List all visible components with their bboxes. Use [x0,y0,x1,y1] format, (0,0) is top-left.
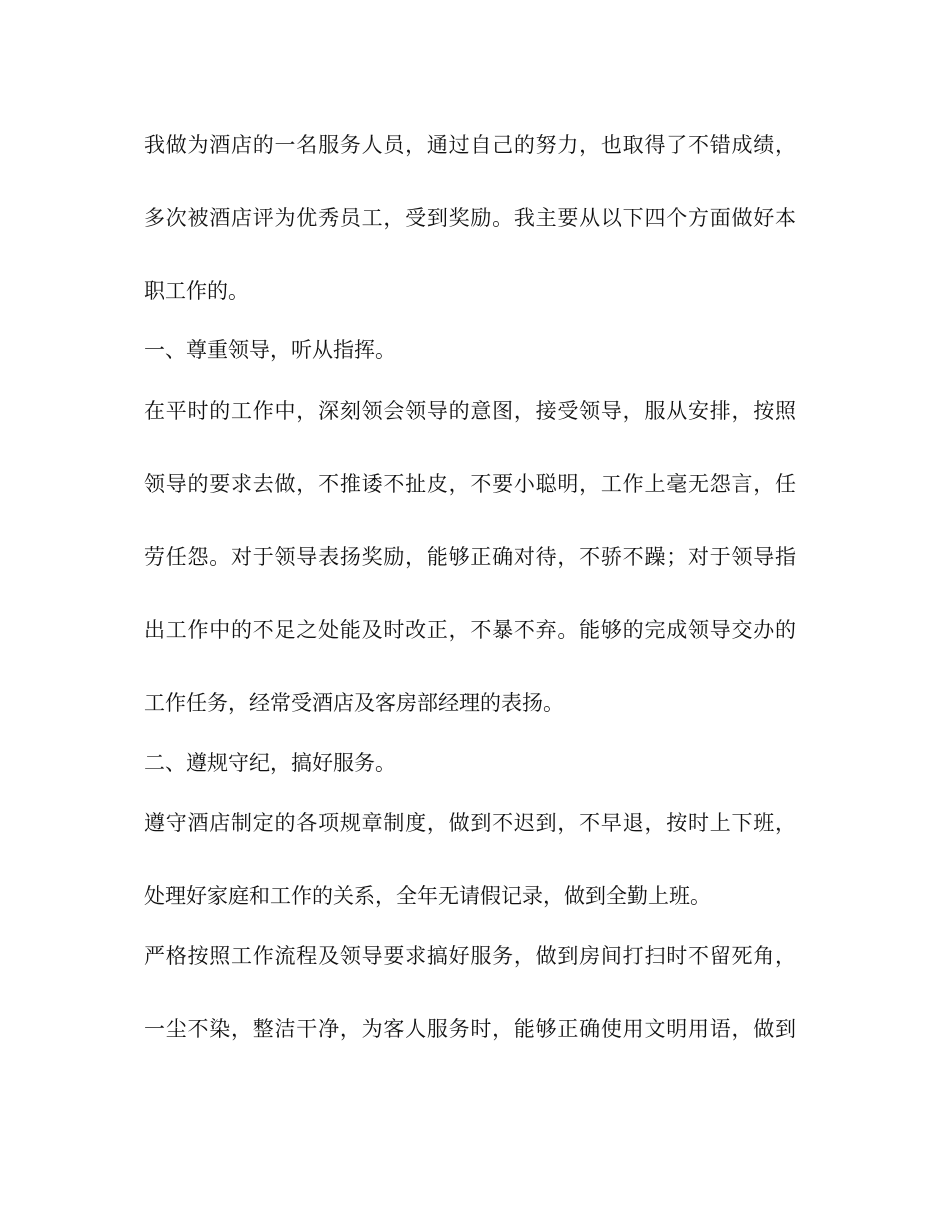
paragraph-line: 多次被酒店评为优秀员工，受到奖励。我主要从以下四个方面做好本 [144,206,796,230]
paragraph-line: 处理好家庭和工作的关系，全年无请假记录，做到全勤上班。 [144,884,711,908]
paragraph-line: 遵守酒店制定的各项规章制度，做到不迟到，不早退，按时上下班， [144,811,796,835]
section-heading: 一、尊重领导，听从指挥。 [144,338,396,362]
paragraph-line: 在平时的工作中，深刻领会领导的意图，接受领导，服从安排，按照 [144,399,796,423]
paragraph-line: 一尘不染，整洁干净，为客人服务时，能够正确使用文明用语，做到 [144,1017,796,1041]
section-heading: 二、遵规守纪，搞好服务。 [144,751,396,775]
paragraph-line: 职工作的。 [144,279,249,303]
paragraph-line: 出工作中的不足之处能及时改正，不暴不弃。能够的完成领导交办的 [144,618,796,642]
paragraph-line: 工作任务，经常受酒店及客房部经理的表扬。 [144,691,564,715]
paragraph-line: 劳任怨。对于领导表扬奖励，能够正确对待，不骄不躁；对于领导指 [144,545,796,569]
paragraph-line: 我做为酒店的一名服务人员，通过自己的努力，也取得了不错成绩， [144,133,796,157]
paragraph-line: 领导的要求去做，不推诿不扯皮，不要小聪明，工作上毫无怨言，任 [144,472,796,496]
paragraph-line: 严格按照工作流程及领导要求搞好服务，做到房间打扫时不留死角， [144,944,796,968]
